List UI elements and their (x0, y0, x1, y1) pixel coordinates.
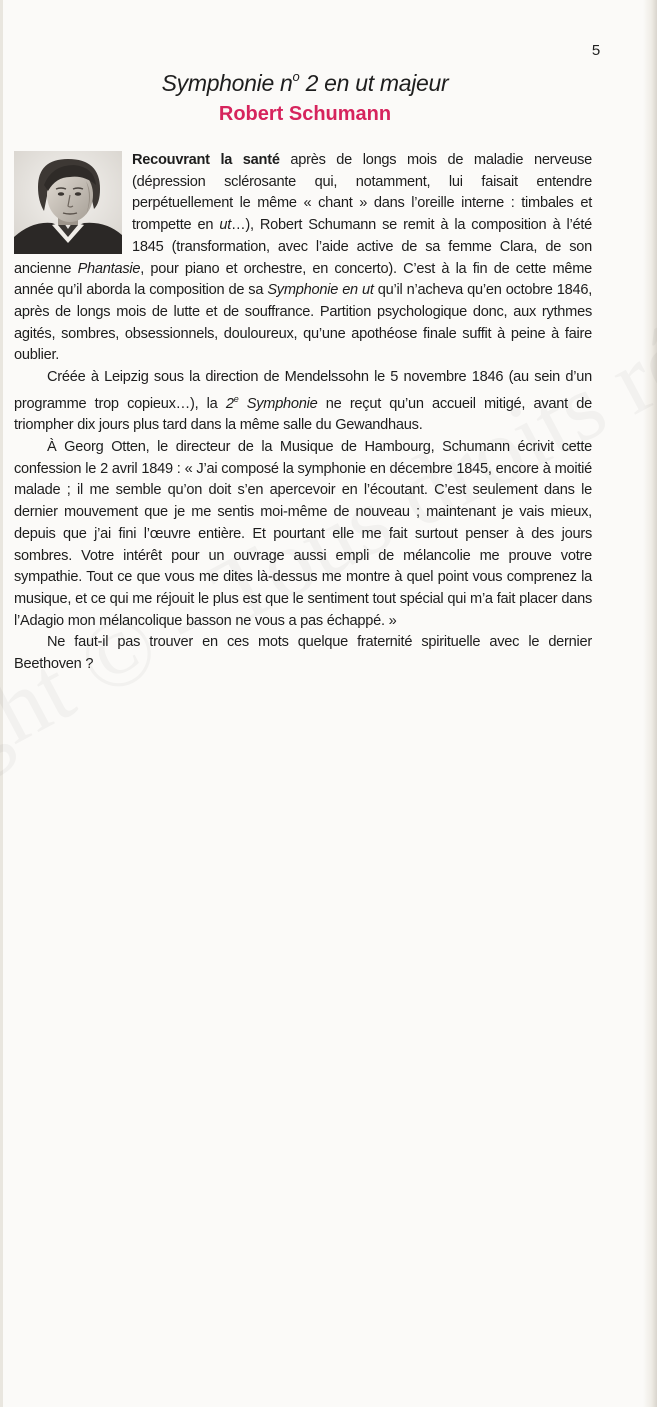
paragraph-4: Ne faut-il pas trouver en ces mots quelque fraternité spirituelle avec le dernier Beethoven ? (14, 634, 592, 673)
p1-part-d: qu’il n’acheva qu’en octobre 1846, après de longs mois de lutte et de souffrance. Partition psychologique donc, aux rythmes agités, sombres, obsessionnels, douloureux, qu’une apothéose finale suffit à peine à faire oublier. (14, 282, 592, 364)
p1-part-b: …), Robert Schumann se remit à la composition à l’été 1845 (transformation, avec l’aide active de sa femme Clara, de son ancienne (14, 217, 592, 277)
lead-phrase: Recouvrant la santé (132, 152, 280, 168)
portrait-spacer (14, 150, 132, 258)
p1-italic-c: Symphonie en ut (267, 282, 374, 299)
title-rest: 2 en ut majeur (299, 70, 449, 96)
p1-italic-a: ut (219, 217, 231, 234)
paragraph-3: À Georg Otten, le directeur de la Musique de Hambourg, Schumann écrivit cette confession le 2 avril 1849 : « J’ai composé la symphonie en décembre 1845, encore à moitié malade ; il me semble qu’on doit s’en apercevoir en l’écoutant. C’est seulement dans le dernier mouvement que je me sentis moi-même de nouveau ; maintenant je vais mieux, depuis que j’ai fini l’œuvre entière. Et pourtant elle me fait surtout penser à des jours sombres. Votre intérêt pour un ouvrage aussi empli de mélancolie me prouve votre sympathie. Tout ce que vous me dites là-dessus me montre à quel point vous comprenez la musique, et ce qui me réjouit le plus est que le sentiment tout spécial qui m’a fait placer dans l’Adagio mon mélancolique basson ne vous a pas échappé. » (14, 439, 592, 629)
page-left-edge (0, 0, 3, 1407)
p1-italic-b: Phantasie (77, 260, 141, 277)
title-main: Symphonie n (161, 70, 293, 96)
p2-italic-num: 2 (225, 395, 234, 412)
p2-part-b: ne reçut qu’un accueil mitigé, avant de triompher dix jours plus tard dans la même salle du Gewandhaus. (14, 395, 592, 434)
page-number: 5 (591, 42, 601, 59)
composer-name: Robert Schumann (218, 103, 392, 125)
p2-italic (225, 393, 318, 412)
page-title (0, 70, 610, 97)
p1-part-a: après de longs mois de maladie nerveuse (dépression sclérosante qui, notamment, lui faisait entendre perpétuellement le même « chant » dans l’oreille interne : timbales et trompette en (132, 152, 592, 234)
article-body (14, 150, 592, 676)
p2-italic-sup: e (233, 393, 239, 404)
p2-italic-rest: Symphonie (238, 395, 318, 412)
paragraph-2 (14, 367, 592, 437)
title-superscript: o (292, 69, 300, 85)
p2-part-a: Créée à Leipzig sous la direction de Mendelssohn le 5 novembre 1846 (au sein d’un programme trop copieux…), la (14, 369, 592, 412)
page-right-edge (643, 0, 657, 1407)
p1-part-c: , pour piano et orchestre, en concerto). C’est à la fin de cette même année qu’il aborda la composition de sa (14, 260, 593, 299)
